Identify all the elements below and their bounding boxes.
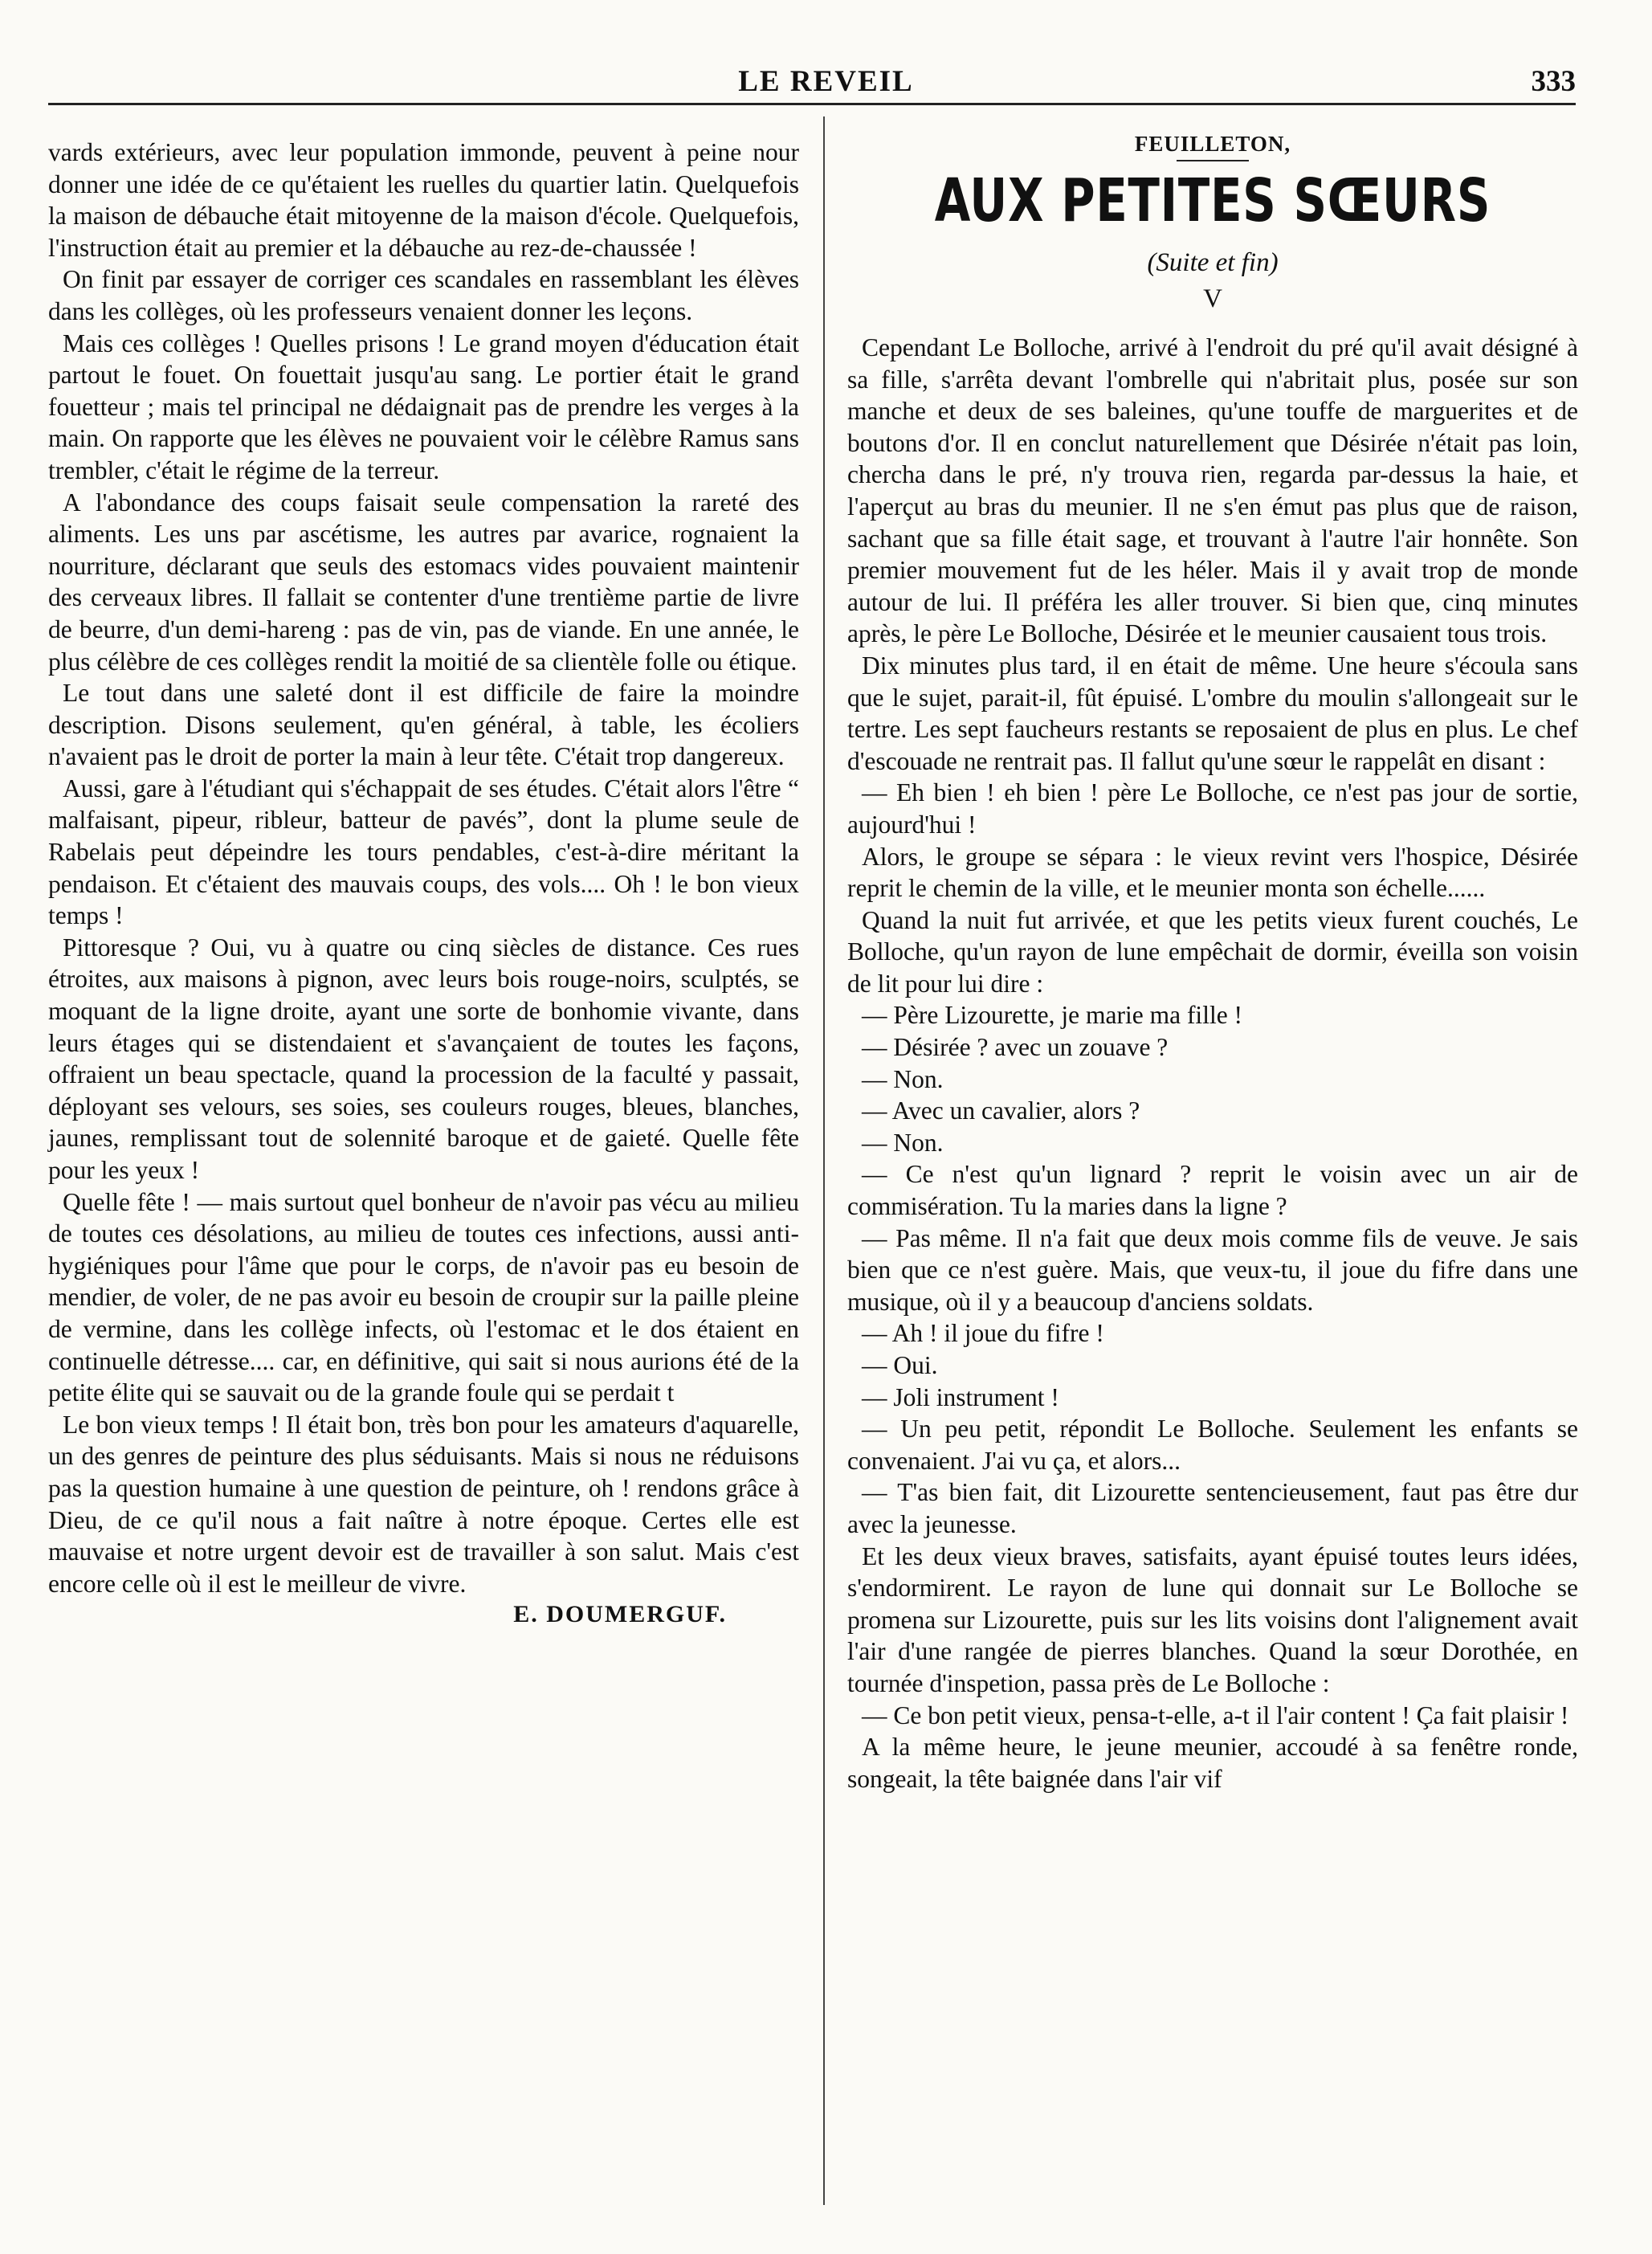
paragraph: Pittoresque ? Oui, vu à quatre ou cinq siècles de distance. Ces rues étroites, aux maisons à pignon, avec leurs bois rouge-noirs, sculptés, se moquant de la ligne droite, ayant une sorte de bonhomie vivante, dans leurs étages qui se distendaient et s'avançaient de toutes les façons, offraient un beau spectacle, quand la procession de la faculté y passait, déployant ses velours, ses soies, ses couleurs rouges, bleues, blanches, jaunes, remplissant tout de solennité baroque et de gaieté. Quelle fête pour les yeux ! (48, 933, 799, 1184)
dialogue-line: — Ah ! il joue du fifre ! (862, 1319, 1104, 1348)
dialogue-line: — Oui. (862, 1351, 938, 1379)
author-signature: E. DOUMERGUF. (513, 1601, 727, 1628)
header-rule (48, 103, 1576, 105)
paragraph: Aussi, gare à l'étudiant qui s'échappait de ses études. C'était alors l'être “ malfaisant, pipeur, ribleur, batteur de pavés”, dont la plume seule de Rabelais peut dépeindre les tours pendables, c'est-à-dire méritant la pendaison. Et c'étaient des mauvais coups, des vols.... Oh ! le bon vieux temps ! (48, 774, 799, 930)
paragraph: Mais ces collèges ! Quelles prisons ! Le grand moyen d'éducation était partout le fouet. On fouettait jusqu'au sang. Le portier était le grand fouetteur ; mais tel principal ne dédaignait pas de prendre les verges à la main. On rapporte que les élèves ne pouvaient voir le célèbre Ramus sans trembler, c'était le régime de la terreur. (48, 329, 799, 484)
dialogue-line: — Non. (862, 1064, 944, 1093)
page-number: 333 (1531, 65, 1576, 98)
paragraph: Et les deux vieux braves, satisfaits, ayant épuisé toutes leurs idées, s'endormirent. Le rayon de lune qui donnait sur Le Bolloche se promena sur Lizourette, puis sur les lits voisins dont l'alignement avait l'air d'une rangée de pierres blanches. Quand la sœur Dorothée, en tournée d'inspetion, passa près de Le Bolloche : (847, 1541, 1578, 1697)
dialogue-line: — Non. (862, 1128, 944, 1157)
story-title: AUX PETITES SŒURS (934, 166, 1491, 235)
dialogue-line: — Avec un cavalier, alors ? (862, 1096, 1140, 1125)
paragraph: Le bon vieux temps ! Il était bon, très bon pour les amateurs d'aquarelle, un des genres de peinture des plus séduisants. Mais si nous ne réduisons pas la question humaine à une question de peinture, oh ! rendons grâce à Dieu, de ce qu'il nous a fait naître à notre époque. Certes elle est mauvaise et notre urgent devoir est de travailler à son salut. Mais c'est encore celle où il est le meilleur de vivre. (48, 1410, 799, 1598)
dialogue-line: — Un peu petit, répondit Le Bolloche. Seulement les enfants se convenaient. J'ai vu ça, et alors... (847, 1415, 1578, 1475)
right-column (847, 132, 1578, 1795)
dialogue-line: — Joli instrument ! (862, 1382, 1059, 1411)
section-rule (1177, 160, 1249, 161)
paragraph: Dix minutes plus tard, il en était de même. Une heure s'écoula sans que le sujet, parait-il, fût épuisé. L'ombre du moulin s'allongeait sur le tertre. Les sept faucheurs restants se reposaient de plus en plus. Le chef d'escouade ne rentrait pas. Il fallut qu'une sœur le rappelât en disant : (847, 651, 1578, 775)
paragraph: Quand la nuit fut arrivée, et que les petits vieux furent couchés, Le Bolloche, qu'un rayon de lune empêchait de dormir, éveilla son voisin de lit pour lui dire : (847, 905, 1578, 998)
paragraph: Cependant Le Bolloche, arrivé à l'endroit du pré qu'il avait désigné à sa fille, s'arrêta devant l'ombrelle qui n'abritait plus, posée sur son manche et deux de ses baleines, qu'une touffe de marguerites et de boutons d'or. Il en conclut naturellement que Désirée n'était pas loin, chercha dans le pré, n'y trouva rien, regarda par-dessus la haie, et l'aperçut au bras du meunier. Il ne s'en émut pas plus que de raison, sachant que sa fille était sage, et trouvant à l'autre l'air honnête. Son premier mouvement fut de les héler. Mais il y avait trop de monde autour de lui. Il préféra les aller trouver. Si bien que, cinq minutes après, le père Le Bolloche, Désirée et le meunier causaient tous trois. (847, 333, 1578, 648)
dialogue-line: — T'as bien fait, dit Lizourette sentencieusement, faut pas être dur avec la jeunesse. (847, 1478, 1578, 1538)
chapter-number: V (1203, 284, 1222, 313)
running-head (0, 56, 1652, 104)
dialogue-line: — Ce n'est qu'un lignard ? reprit le voisin avec un air de commisération. Tu la maries dans la ligne ? (847, 1160, 1578, 1221)
journal-title: LE REVEIL (738, 65, 914, 98)
paragraph: A la même heure, le jeune meunier, accoudé à sa fenêtre ronde, songeait, la tête baignée dans l'air vif (847, 1733, 1578, 1793)
dialogue-line: — Désirée ? avec un zouave ? (862, 1033, 1169, 1062)
paragraph: Le tout dans une saleté dont il est difficile de faire la moindre description. Disons seulement, qu'en général, à table, les écoliers n'avaient pas le droit de porter la main à leur tête. C'était trop dangereux. (48, 679, 799, 771)
dialogue-line: — Ce bon petit vieux, pensa-t-elle, a-t il l'air content ! Ça fait plaisir ! (862, 1701, 1569, 1729)
left-column (48, 137, 799, 1628)
dialogue-line: — Pas même. Il n'a fait que deux mois comme fils de veuve. Je sais bien que ce n'est guère. Mais, que veux-tu, il joue du fifre dans une musique, où il y a beaucoup d'anciens soldats. (847, 1223, 1578, 1316)
paragraph: A l'abondance des coups faisait seule compensation la rareté des aliments. Les uns par ascétisme, les autres par avarice, rognaient la nourriture, déclarant que seuls des estomacs vides pouvaient maintenir des cerveaux libres. Il fallait se contenter d'une trentième partie de livre de beurre, d'un demi-hareng : pas de vin, pas de viande. En une année, le plus célèbre de ces collèges rendit la moitié de sa clientèle folle ou étique. (48, 488, 799, 676)
paragraph: Quelle fête ! — mais surtout quel bonheur de n'avoir pas vécu au milieu de toutes ces désolations, au milieu de toutes ces infections, aussi anti-hygiéniques pour l'âme que pour le corps, de n'avoir pas eu besoin de mendier, de voler, de ne pas avoir eu besoin de croupir sur la paille pleine de vermine, dans les collège infects, où l'estomac et le dos étaient en continuelle détresse.... car, en définitive, qui sait si nous aurions été de la petite élite qui se sauvait ou de la grande foule qui se perdait t (48, 1187, 799, 1407)
paragraph: Alors, le groupe se sépara : le vieux revint vers l'hospice, Désirée reprit le chemin de la ville, et le meunier monta son échelle...... (847, 842, 1578, 903)
dialogue-line: — Père Lizourette, je marie ma fille ! (862, 1001, 1243, 1030)
section-label: FEUILLETON, (1134, 132, 1291, 156)
paragraph: vards extérieurs, avec leur population immonde, peuvent à peine nour donner une idée de ce qu'étaient les ruelles du quartier latin. Quelquefois la maison de débauche était mitoyenne de la maison d'école. Quelquefois, l'instruction était au premier et la débauche au rez-de-chaussée ! (48, 138, 799, 262)
dialogue-line: — Eh bien ! eh bien ! père Le Bolloche, ce n'est pas jour de sortie, aujourd'hui ! (847, 778, 1578, 839)
story-subtitle: (Suite et fin) (1147, 248, 1279, 277)
column-divider (823, 116, 825, 2205)
paragraph: On finit par essayer de corriger ces scandales en rassemblant les élèves dans les collèges, où les professeurs venaient donner les leçons. (48, 265, 799, 325)
